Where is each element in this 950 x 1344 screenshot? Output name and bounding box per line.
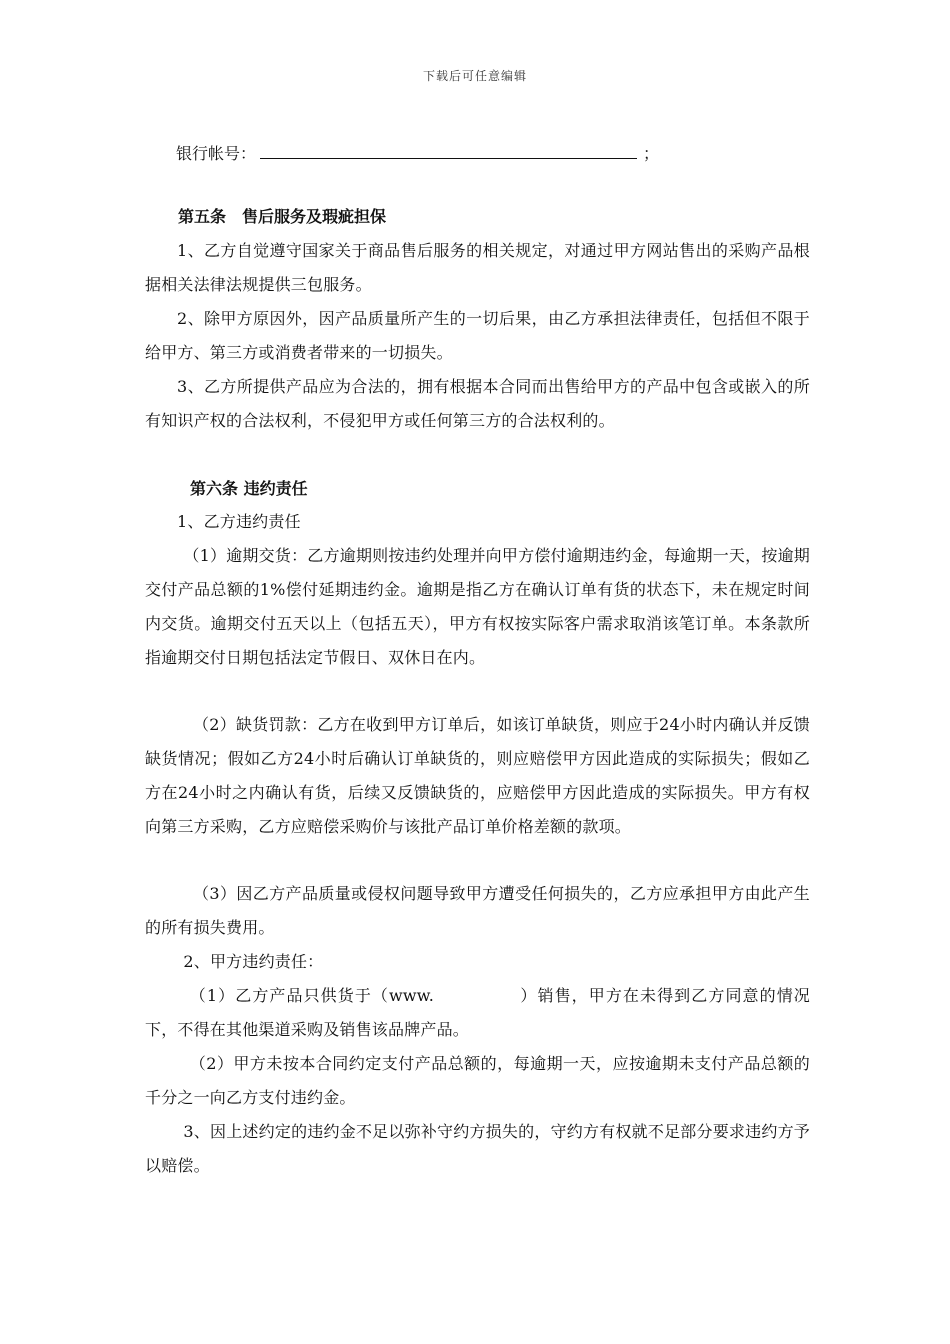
section6-sub1-item2: （2）缺货罚款：乙方在收到甲方订单后，如该订单缺货，则应于24小时内确认并反馈缺货情况；假如乙方24小时后确认订单缺货的，则应赔偿甲方因此造成的实际损失；假如乙方在24小时之内确认有货，后续又反馈缺货的，应赔偿甲方因此造成的实际损失。甲方有权向第三方采购，乙方应赔偿采购价与该批产品订单价格差额的款项。: [145, 715, 810, 836]
section5-para-3: 3、乙方所提供产品应为合法的，拥有根据本合同而出售给甲方的产品中包含或嵌入的所有知识产权的合法权利，不侵犯甲方或任何第三方的合法权利的。: [145, 377, 810, 430]
section6-sub1-item1: （1）逾期交货：乙方逾期则按违约处理并向甲方偿付逾期违约金，每逾期一天，按逾期交付产品总额的1%偿付延期违约金。逾期是指乙方在确认订单有货的状态下，未在规定时间内交货。逾期交付五天以上（包括五天），甲方有权按实际客户需求取消该笔订单。本条款所指逾期交付日期包括法定节假日、双休日在内。: [145, 546, 810, 667]
section6-sub2: 2、甲方违约责任：: [183, 952, 324, 971]
bank-account-line: [176, 140, 659, 166]
section6-title: 第六条 违约责任: [190, 479, 308, 498]
section5-title: 第五条 售后服务及瑕疵担保: [178, 207, 387, 226]
page-header: 下载后可任意编辑: [422, 69, 527, 83]
section5-para-2: 2、除甲方原因外，因产品质量所产生的一切后果，由乙方承担法律责任，包括但不限于给甲方、第三方或消费者带来的一切损失。: [145, 309, 810, 362]
bank-account-label: 银行帐号：: [176, 144, 257, 163]
section6-sub1: 1、乙方违约责任: [177, 512, 301, 531]
bank-account-terminator: ；: [643, 144, 660, 163]
bank-account-blank: [260, 140, 637, 159]
section6-sub2-item1: （1）乙方产品只供货于（www. ）销售，甲方在未得到乙方同意的情况下，不得在其他渠道采购及销售该品牌产品。: [145, 986, 810, 1039]
section6-para-3: 3、因上述约定的违约金不足以弥补守约方损失的，守约方有权就不足部分要求违约方予以赔偿。: [145, 1122, 810, 1175]
section5-para-1: 1、乙方自觉遵守国家关于商品售后服务的相关规定，对通过甲方网站售出的采购产品根据相关法律法规提供三包服务。: [145, 241, 810, 294]
section6-sub1-item3: （3）因乙方产品质量或侵权问题导致甲方遭受任何损失的，乙方应承担甲方由此产生的所有损失费用。: [145, 884, 810, 937]
section6-sub2-item2: （2）甲方未按本合同约定支付产品总额的，每逾期一天，应按逾期未支付产品总额的千分之一向乙方支付违约金。: [145, 1054, 810, 1107]
